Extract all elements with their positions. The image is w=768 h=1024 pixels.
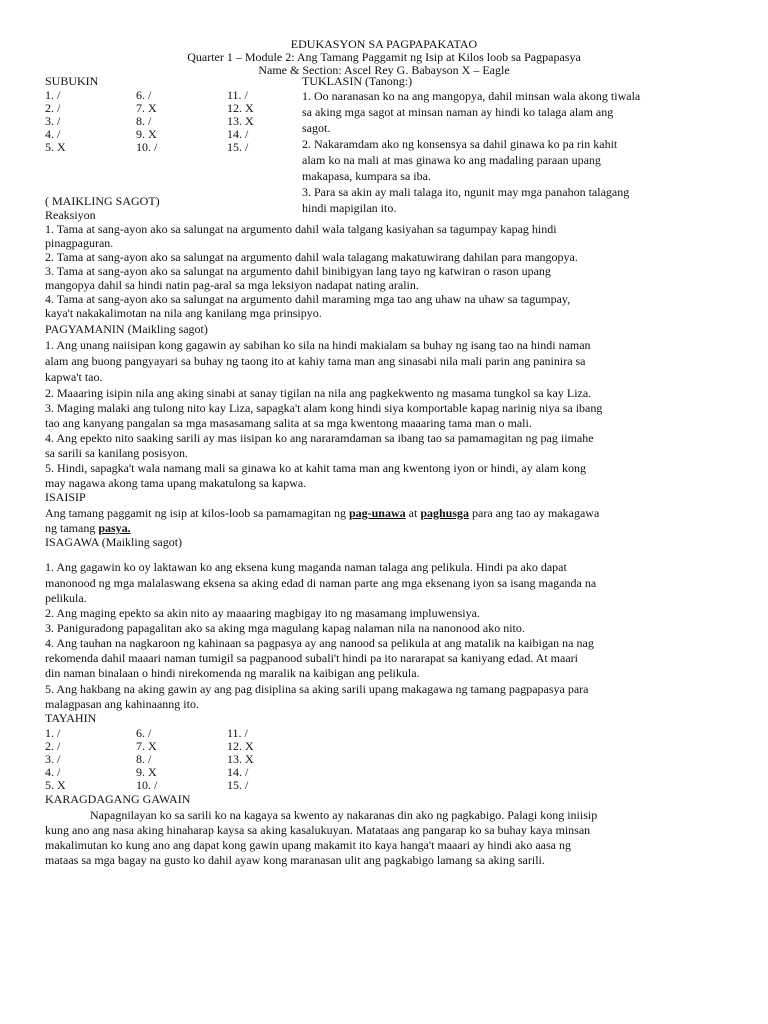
isagawa-line: 5. Ang hakbang na aking gawin ay ang pag disiplina sa aking sarili upang makagawa ng tamang pagpapasya para (45, 682, 589, 696)
module-title: Quarter 1 – Module 2: Ang Tamang Paggamit ng Isip at Kilos loob sa Pagpapasya (187, 50, 581, 64)
isagawa-line: malagpasan ang kahinaanng ito. (45, 697, 199, 711)
answer-item: 9. X (136, 765, 157, 779)
answer-item: 1. / (45, 726, 61, 740)
answer-item: 2. / (45, 101, 61, 115)
tuklasin-line: 3. Para sa akin ay mali talaga ito, ngunit may mga panahon talagang (302, 185, 630, 199)
tuklasin-line: alam ko na mali at mas ginawa ko ang madaling paraan upang (302, 153, 601, 167)
answer-item: 1. / (45, 88, 61, 102)
answer-item: 10. / (136, 140, 158, 154)
karagdagang-line: mataas sa mga bagay na gusto ko dahil ayaw kong maranasan ulit ang pagkabigo lamang sa aking sarili. (45, 853, 545, 867)
answer-item: 5. X (45, 140, 66, 154)
isaisip-keyword-paghusga: paghusga (420, 506, 470, 520)
subject-title: EDUKASYON SA PAGPAPAKATAO (290, 37, 478, 51)
reaksiyon-line: pinagpaguran. (45, 236, 114, 250)
tuklasin-line: 2. Nakaramdam ako ng konsensya sa dahil ginawa ko pa rin kahit (302, 137, 618, 151)
reaksiyon-line: 2. Tama at sang-ayon ako sa salungat na argumento dahil wala talagang makatuwirang dahilan para mangopya. (45, 250, 578, 264)
pagyamanin-line: sa sarili sa kanilang posisyon. (45, 446, 188, 460)
tuklasin-line: hindi mapigilan ito. (302, 201, 397, 215)
tuklasin-line: sagot. (302, 121, 331, 135)
subukin-title: SUBUKIN (45, 74, 99, 88)
answer-item: 10. / (136, 778, 158, 792)
answer-item: 9. X (136, 127, 157, 141)
isaisip-text: para ang tao ay makagawa (469, 506, 600, 520)
answer-item: 12. X (227, 101, 254, 115)
pagyamanin-line: 2. Maaaring isipin nila ang aking sinabi at sanay tigilan na nila ang pagkekwento ng masama tungkol sa kay Liza. (45, 386, 592, 400)
answer-item: 15. / (227, 140, 249, 154)
isaisip-text: ng tamang (45, 521, 99, 535)
pagyamanin-line: alam ang buong pangyayari sa buhay ng taong ito at kahiy tama man ang sinasabi nila mali parin ang paninira sa (45, 354, 586, 368)
tayahin-title: TAYAHIN (45, 711, 97, 725)
reaksiyon-line: mangopya dahil sa hindi natin pag-aral sa mga leksiyon nadapat nating aralin. (45, 278, 419, 292)
answer-item: 3. / (45, 752, 61, 766)
karagdagang-line: Napagnilayan ko sa sarili ko na kagaya sa kwento ay nakaranas din ako ng pagkabigo. Palagi kong iniisip (90, 808, 598, 822)
answer-item: 4. / (45, 127, 61, 141)
reaksiyon-line: 3. Tama at sang-ayon ako sa salungat na argumento dahil binibigyan lang tayo ng katwiran o rason upang (45, 264, 551, 278)
isaisip-keyword-pag-unawa: pag-unawa (348, 506, 406, 520)
answer-item: 14. / (227, 765, 249, 779)
reaksiyon-line: 4. Tama at sang-ayon ako sa salungat na argumento dahil maraming mga tao ang uhaw na uhaw sa tagumpay, (45, 292, 571, 306)
isagawa-line: 3. Paniguradong papagalitan ako sa aking mga magulang kapag nalaman nila na nanonood ako nito. (45, 621, 525, 635)
pagyamanin-line: 3. Maging malaki ang tulong nito kay Liza, sapagka't alam kong hindi siya komportable kapag narinig niya sa ibang (45, 401, 603, 415)
answer-item: 2. / (45, 739, 61, 753)
tuklasin-answers (302, 85, 640, 215)
answer-item: 15. / (227, 778, 249, 792)
answer-item: 7. X (136, 739, 157, 753)
isagawa-line: 1. Ang gagawin ko oy laktawan ko ang eksena kung maganda naman talaga ang pelikula. Hindi pa ako dapat (45, 560, 567, 574)
answer-item: 6. / (136, 88, 152, 102)
answer-item: 7. X (136, 101, 157, 115)
tuklasin-line: 1. Oo naranasan ko na ang mangopya, dahil minsan wala akong tiwala (302, 89, 641, 103)
answer-item: 6. / (136, 726, 152, 740)
karagdagang-line: kung ano ang nasa aking hinaharap kaysa sa aking kasalukuyan. Matataas ang pangarap ko sa buhay kaya minsan (45, 823, 591, 837)
isaisip-line (45, 506, 599, 520)
isagawa-line: 4. Ang tauhan na nagkaroon ng kahinaan sa pagpasya ay ang nanood sa pelikula at ang matalik na kaibigan na nag (45, 636, 594, 650)
pagyamanin-line: 1. Ang unang naiisipan kong gagawin ay sabihan ko sila na hindi makialam sa buhay ng isang tao na hindi naman (45, 338, 591, 352)
reaksiyon-title: Reaksiyon (45, 208, 96, 222)
tuklasin-title: TUKLASIN (Tanong:) (302, 74, 413, 88)
pagyamanin-line: 5. Hindi, sapagka't wala namang mali sa ginawa ko at kahit tama man ang kwentong iyon or hindi, ay alam kong (45, 461, 587, 475)
isagawa-line: rekomenda dahil maaari naman tumigil sa pagpanood subali't hindi pa ito nararapat sa kaniyang edad. At maari (45, 651, 578, 665)
answer-item: 14. / (227, 127, 249, 141)
isaisip-keyword-pasya: pasya. (98, 521, 131, 535)
pagyamanin-line: may nagawa akong tama upang makatulong sa kapwa. (45, 476, 307, 490)
tuklasin-line: sa aking mga sagot at minsan naman ay hindi ko talaga alam ang (302, 105, 614, 119)
answer-item: 8. / (136, 752, 152, 766)
pagyamanin-title: PAGYAMANIN (Maikling sagot) (45, 322, 208, 336)
karagdagang-line: makalimutan ko kung ano ang dapat kong gawin upang makamit ito kaya hanga't maaari ay hindi ako aasa ng (45, 838, 572, 852)
name-section: Name & Section: Ascel Rey G. Babayson X – Eagle (258, 63, 510, 77)
answer-item: 8. / (136, 114, 152, 128)
answer-item: 12. X (227, 739, 254, 753)
answer-item: 4. / (45, 765, 61, 779)
karagdagang-title: KARAGDAGANG GAWAIN (45, 792, 191, 806)
answer-item: 11. / (227, 726, 248, 740)
pagyamanin-line: kapwa't tao. (45, 370, 103, 384)
answer-item: 5. X (45, 778, 66, 792)
reaksiyon-line: 1. Tama at sang-ayon ako sa salungat na argumento dahil wala talgang kasiyahan sa tagumpay kapag hindi (45, 222, 557, 236)
isagawa-line: manonood ng mga malalaswang eksena sa aking edad di naman parte ang mga eksenang iyon sa isang maganda na (45, 576, 597, 590)
isaisip-text: at (405, 506, 421, 520)
answer-item: 11. / (227, 88, 248, 102)
reaksiyon-line: kaya't nakakalimotan na nila ang kanilang mga prinsipyo. (45, 306, 322, 320)
answer-item: 3. / (45, 114, 61, 128)
pagyamanin-line: tao ang kanyang pangalan sa mga masasamang salita at sa mga kwentong maaaring tama man o mali. (45, 416, 532, 430)
isagawa-title: ISAGAWA (Maikling sagot) (45, 535, 183, 549)
tuklasin-line: makapasa, kumpara sa iba. (302, 169, 431, 183)
answer-item: 13. X (227, 114, 254, 128)
isagawa-line: pelikula. (45, 591, 87, 605)
pagyamanin-line: 4. Ang epekto nito saaking sarili ay mas iisipan ko ang nararamdaman sa ibang tao sa pamamagitan ng pag iimahe (45, 431, 594, 445)
maikling-sagot-label: ( MAIKLING SAGOT) (45, 194, 160, 208)
isagawa-line: din naman binalaan o hindi nirekomenda ng maralik na kaibigan ang pelikula. (45, 666, 420, 680)
isaisip-line (45, 521, 131, 535)
isagawa-line: 2. Ang maging epekto sa akin nito ay maaaring magbigay ito ng masamang impluwensiya. (45, 606, 480, 620)
answer-item: 13. X (227, 752, 254, 766)
isaisip-title: ISAISIP (45, 490, 86, 504)
isaisip-text: Ang tamang paggamit ng isip at kilos-loob sa pamamagitan ng (45, 506, 349, 520)
